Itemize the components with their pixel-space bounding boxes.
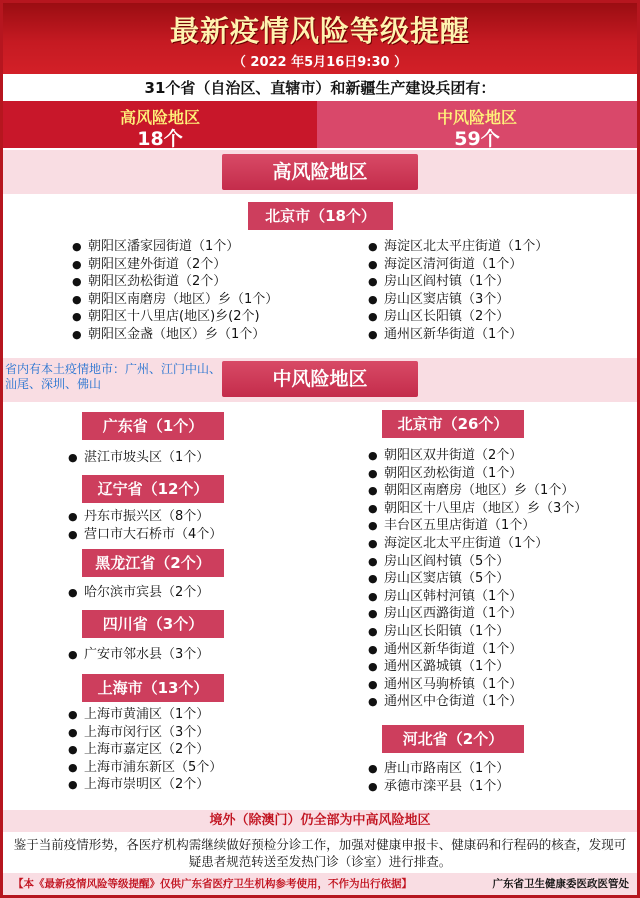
list-item: ● 上海市闵行区（3个）	[68, 724, 222, 742]
list-item: ● 朝阳区南磨房（地区）乡（1个）	[72, 291, 278, 309]
list-item: ● 上海市浦东新区（5个）	[68, 759, 222, 777]
list-item: ● 朝阳区南磨房（地区）乡（1个）	[368, 482, 587, 500]
guangdong-list	[68, 449, 209, 467]
shanghai-list	[68, 706, 222, 794]
list-item: ● 通州区中仓街道（1个）	[368, 693, 587, 711]
high-beijing-list-right	[368, 238, 548, 344]
footer-disclaimer: 【本《最新疫情风险等级提醒》仅供广东省医疗卫生机构参考使用，不作为出行依据】	[13, 878, 412, 890]
list-item: ● 哈尔滨市宾县（2个）	[68, 584, 209, 602]
footer-source: 广东省卫生健康委医政医管处	[492, 878, 629, 890]
high-risk-count-box	[3, 101, 317, 148]
list-item: ● 通州区马驹桥镇（1个）	[368, 676, 587, 694]
list-item: ● 房山区长阳镇（2个）	[368, 308, 548, 326]
list-item: ● 房山区韩村河镇（1个）	[368, 588, 587, 606]
mid-risk-count-box	[317, 101, 637, 148]
sichuan-list	[68, 646, 209, 664]
footer-bar	[3, 873, 637, 895]
list-item: ● 上海市崇明区（2个）	[68, 776, 222, 794]
heilongjiang-list	[68, 584, 209, 602]
list-item: ● 通州区新华街道（1个）	[368, 326, 548, 344]
beijing-mid-list	[368, 447, 587, 711]
region-sichuan: 四川省（3个）	[82, 610, 224, 638]
summary-line: 31个省（自治区、直辖市）和新疆生产建设兵团有：	[144, 79, 496, 97]
region-guangdong: 广东省（1个）	[82, 412, 224, 440]
update-date: （ 2022 年5月16日9:30 ）	[232, 55, 408, 70]
foreign-risk-note: 境外（除澳门）仍全部为中高风险地区	[3, 810, 637, 832]
list-item: ● 房山区窦店镇（3个）	[368, 291, 548, 309]
list-item: ● 房山区阎村镇（5个）	[368, 553, 587, 571]
advice-text: 鉴于当前疫情形势，各医疗机构需继续做好预检分诊工作，加强对健康申报卡、健康码和行程码的核查，发现可疑患者规范转送至发热门诊（诊室）进行排查。	[13, 837, 627, 869]
region-liaoning: 辽宁省（12个）	[82, 475, 224, 503]
region-shanghai: 上海市（13个）	[82, 674, 224, 702]
page-title: 最新疫情风险等级提醒	[169, 14, 470, 48]
local-outbreak-note: 省内有本土疫情地市：广州、江门中山、汕尾、深圳、佛山	[5, 362, 222, 391]
list-item: ● 朝阳区十八里店(地区)乡(2个)	[72, 308, 278, 326]
region-beijing-high: 北京市（18个）	[248, 202, 393, 230]
list-item: ● 朝阳区金盏（地区）乡（1个）	[72, 326, 278, 344]
list-item: ● 海淀区北太平庄街道（1个）	[368, 238, 548, 256]
list-item: ● 丹东市振兴区（8个）	[68, 508, 222, 526]
list-item: ● 上海市黄浦区（1个）	[68, 706, 222, 724]
mid-risk-count-value: 59个	[454, 128, 500, 150]
list-item: ● 营口市大石桥市（4个）	[68, 526, 222, 544]
liaoning-list	[68, 508, 222, 543]
list-item: ● 朝阳区潘家园街道（1个）	[72, 238, 278, 256]
list-item: ● 房山区长阳镇（1个）	[368, 623, 587, 641]
mid-section-title: 中风险地区	[222, 361, 418, 397]
list-item: ● 通州区潞城镇（1个）	[368, 658, 587, 676]
header-banner	[3, 3, 637, 74]
high-risk-count-label: 高风险地区	[119, 108, 200, 127]
list-item: ● 丰台区五里店街道（1个）	[368, 517, 587, 535]
list-item: ● 湛江市坡头区（1个）	[68, 449, 209, 467]
list-item: ● 广安市邻水县（3个）	[68, 646, 209, 664]
list-item: ● 朝阳区劲松街道（2个）	[72, 273, 278, 291]
region-heilongjiang: 黑龙江省（2个）	[82, 549, 224, 577]
hebei-list	[368, 760, 509, 795]
list-item: ● 朝阳区建外街道（2个）	[72, 256, 278, 274]
list-item: ● 房山区西潞街道（1个）	[368, 605, 587, 623]
high-section-title: 高风险地区	[222, 154, 418, 190]
list-item: ● 房山区阎村镇（1个）	[368, 273, 548, 291]
list-item: ● 唐山市路南区（1个）	[368, 760, 509, 778]
list-item: ● 海淀区清河街道（1个）	[368, 256, 548, 274]
region-beijing-mid: 北京市（26个）	[382, 410, 524, 438]
list-item: ● 朝阳区十八里店（地区）乡（3个）	[368, 500, 587, 518]
list-item: ● 朝阳区双井街道（2个）	[368, 447, 587, 465]
mid-risk-count-label: 中风险地区	[436, 108, 517, 127]
region-hebei: 河北省（2个）	[382, 725, 524, 753]
list-item: ● 承德市滦平县（1个）	[368, 778, 509, 796]
list-item: ● 通州区新华街道（1个）	[368, 641, 587, 659]
list-item: ● 海淀区北太平庄街道（1个）	[368, 535, 587, 553]
list-item: ● 朝阳区劲松街道（1个）	[368, 465, 587, 483]
list-item: ● 上海市嘉定区（2个）	[68, 741, 222, 759]
list-item: ● 房山区窦店镇（5个）	[368, 570, 587, 588]
high-beijing-list-left	[72, 238, 278, 344]
high-risk-count-value: 18个	[137, 128, 183, 150]
